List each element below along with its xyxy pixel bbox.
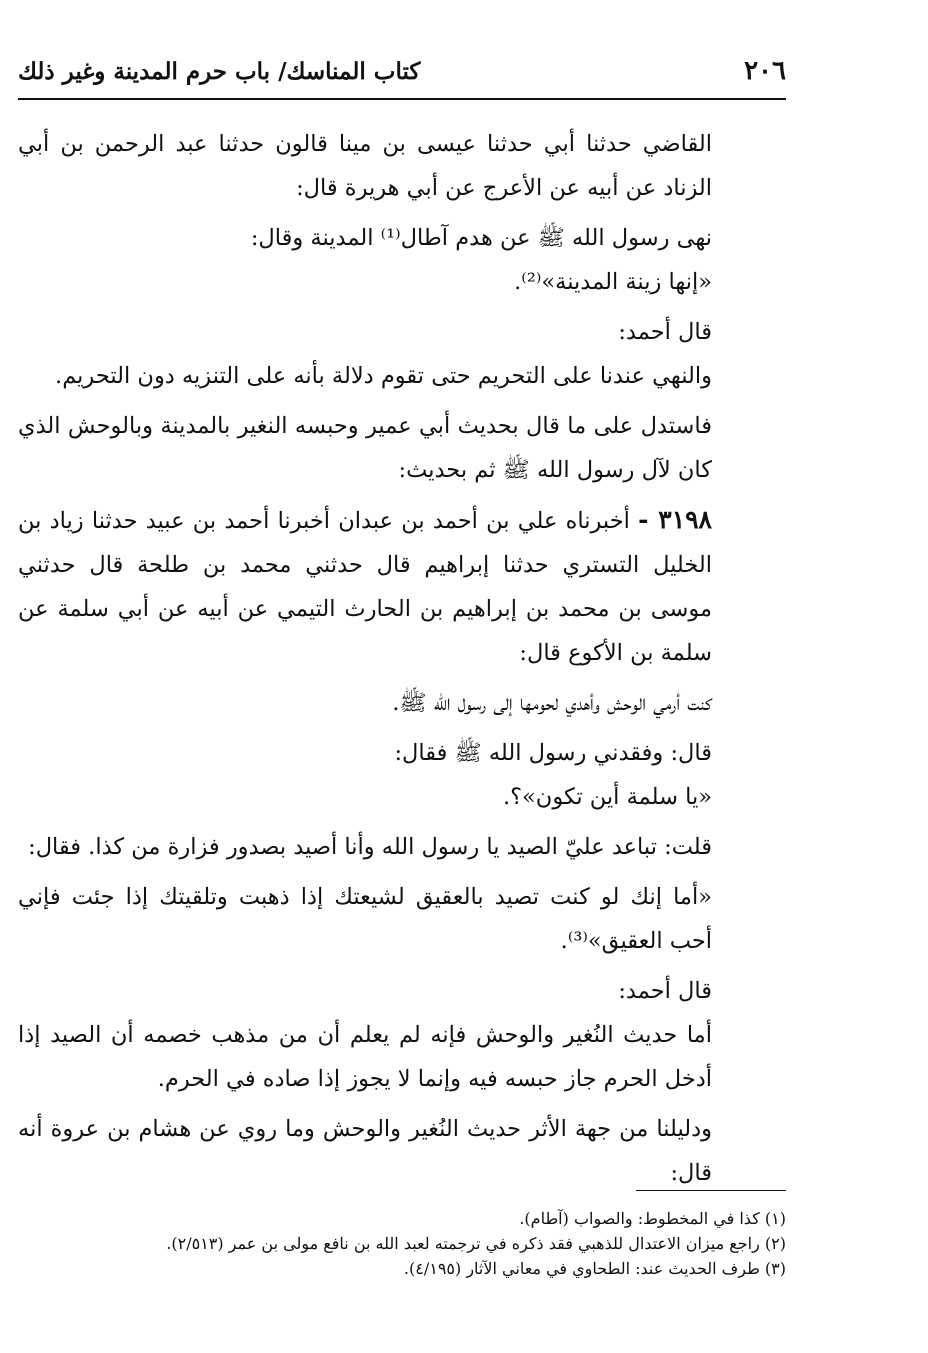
footnote-3: (٣) طرف الحديث عند: الطحاوي في معاني الآثار (٤/١٩٥). xyxy=(403,1259,786,1278)
paragraph-istidlal: فاستدل على ما قال بحديث أبي عمير وحبسه النغير بالمدينة وبالوحش الذي كان لآل رسول الله ﷺ ثم بحديث: xyxy=(18,413,712,483)
paragraph-qultu: قلت: تباعد عليّ الصيد يا رسول الله وأنا أصيد بصدور فزارة من كذا. فقال: xyxy=(28,834,712,860)
hadith-number: ٣١٩٨ - xyxy=(638,505,712,534)
header-rule xyxy=(18,98,786,100)
paragraph-qala-ahmad-2: قال أحمد: xyxy=(618,978,712,1004)
paragraph-ya-salama: «يا سلمة أين تكون»؟. xyxy=(502,784,712,810)
hadith-isnad: أخبرناه علي بن أحمد بن عبدان أخبرنا أحمد بن عبيد حدثنا زياد بن الخليل التستري حدثنا إبراهيم قال حدثني محمد بن طلحة قال حدثني موسى بن محمد بن إبراهيم بن الحارث التيمي عن أبيه عن أبي سلمة عن سلمة بن الأكوع قال: xyxy=(18,508,712,666)
paragraph-hadith-3198 xyxy=(18,498,786,675)
main-text xyxy=(18,122,786,1195)
paragraph-nughayr: أما حديث النُغير والوحش فإنه لم يعلم أن من مذهب خصمه أن الصيد إذا أدخل الحرم جاز حبسه فيه وإنما لا يجوز إذا صاده في الحرم. xyxy=(18,1022,712,1092)
paragraph-commentary: والنهي عندنا على التحريم حتى تقوم دلالة بأنه على التنزيه دون التحريم. xyxy=(55,363,712,389)
paragraph-qala-ahmad: قال أحمد: xyxy=(618,319,712,345)
page-number: ٢٠٦ xyxy=(744,56,786,86)
paragraph-aqiq: «أما إنك لو كنت تصيد بالعقيق لشيعتك إذا ذهبت وتلقيتك إذا جئت فإني أحب العقيق»⁽³⁾. xyxy=(18,884,712,954)
paragraph-salama: كنت أرمي الوحش وأهدي لحومها إلى رسول الله ﷺ. xyxy=(392,690,712,716)
footnote-2: (٢) راجع ميزان الاعتدال للذهبي فقد ذكره في ترجمته لعبد الله بن نافع مولى بن عمر (٢/٥١٣). xyxy=(166,1234,786,1253)
page-header xyxy=(18,56,786,96)
paragraph-faqadani: قال: وفقدني رسول الله ﷺ فقال: xyxy=(394,740,712,766)
running-title: كتاب المناسك/ باب حرم المدينة وغير ذلك xyxy=(18,58,421,85)
paragraph-dalil: ودليلنا من جهة الأثر حديث النُغير والوحش وما روي عن هشام بن عروة أنه قال: xyxy=(18,1116,712,1186)
footnotes xyxy=(86,1206,786,1281)
footnote-1: (١) كذا في المخطوط: والصواب (آطام). xyxy=(519,1209,786,1228)
paragraph-hadith-quote: «إنها زينة المدينة»⁽²⁾. xyxy=(514,269,712,295)
paragraph-hadith-text: نهى رسول الله ﷺ عن هدم آطال⁽¹⁾ المدينة وقال: xyxy=(250,225,712,251)
paragraph-isnad: القاضي حدثنا أبي حدثنا عيسى بن مينا قالون حدثنا عبد الرحمن بن أبي الزناد عن أبيه عن الأعرج عن أبي هريرة قال: xyxy=(18,131,712,201)
